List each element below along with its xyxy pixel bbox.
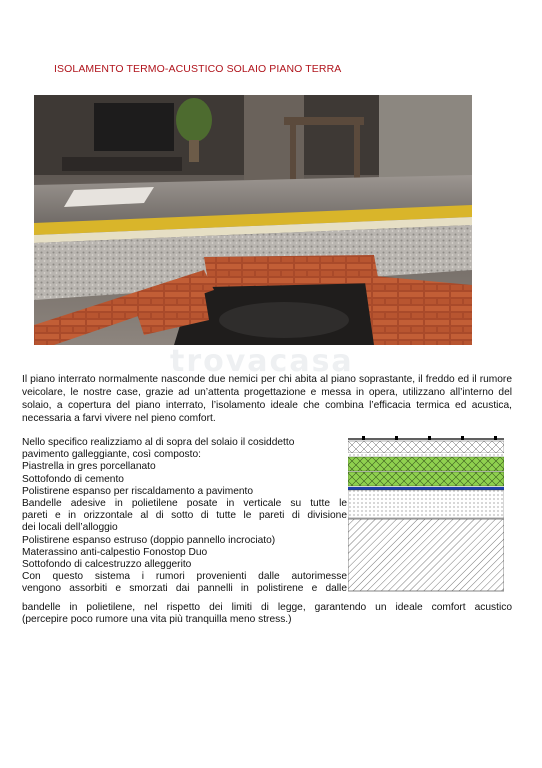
layer-item: Polistirene espanso per riscaldamento a pavimento [22, 485, 254, 497]
text-line: bandelle in polietilene, nel rispetto dei limiti di legge, garantendo un ideale comfort acustico [22, 602, 512, 613]
intro-paragraph: Il piano interrato normalmente nasconde due nemici per chi abita al piano soprastante, il freddo ed il rumore veicolare, le nostre case, grazie ad un’attenta progettazione e messa in opera, utilizzano all’interno del solaio, a copertura del piano interrato, l’isolamento ideale che combina l’efficacia termica ed acustica, necessaria a farvi vivere nel pieno comfort. [22, 374, 512, 424]
layer-item: Bandelle adesive in polietilene posate in verticale su tutte le [22, 498, 347, 510]
layer-item: dei locali dell’alloggio [22, 522, 118, 534]
floor-layers-diagram [348, 433, 504, 593]
text-line: Con questo sistema i rumori provenienti dalle autorimesse [22, 571, 347, 583]
watermark: trovacasa [170, 344, 354, 379]
text-line: vengono assorbiti e smorzati dai pannelli in polistirene e dalle [22, 583, 347, 595]
document-title: ISOLAMENTO TERMO-ACUSTICO SOLAIO PIANO TERRA [54, 63, 342, 75]
layer-item: Materassino anti-calpestio Fonostop Duo [22, 546, 208, 558]
layer-item: Sottofondo di cemento [22, 473, 124, 485]
conclusion-paragraph [22, 602, 512, 626]
text-line: Nello specifico realizziamo al di sopra del solaio il cosiddetto [22, 437, 295, 448]
layer-item: Polistirene espanso estruso (doppio pannello incrociato) [22, 534, 276, 546]
text-line: pavimento galleggiante, così composto: [22, 449, 201, 461]
layer-item: pareti e in orizzontale al di sotto di tutte le pareti di divisione [22, 510, 347, 522]
floor-cutaway-photo [34, 95, 472, 345]
layer-item: Piastrella in gres porcellanato [22, 461, 156, 473]
text-line: (percepire poco rumore una vita più tranquilla meno stress.) [22, 614, 292, 626]
composition-list [22, 437, 347, 596]
layer-item: Sottofondo di calcestruzzo alleggerito [22, 559, 192, 571]
